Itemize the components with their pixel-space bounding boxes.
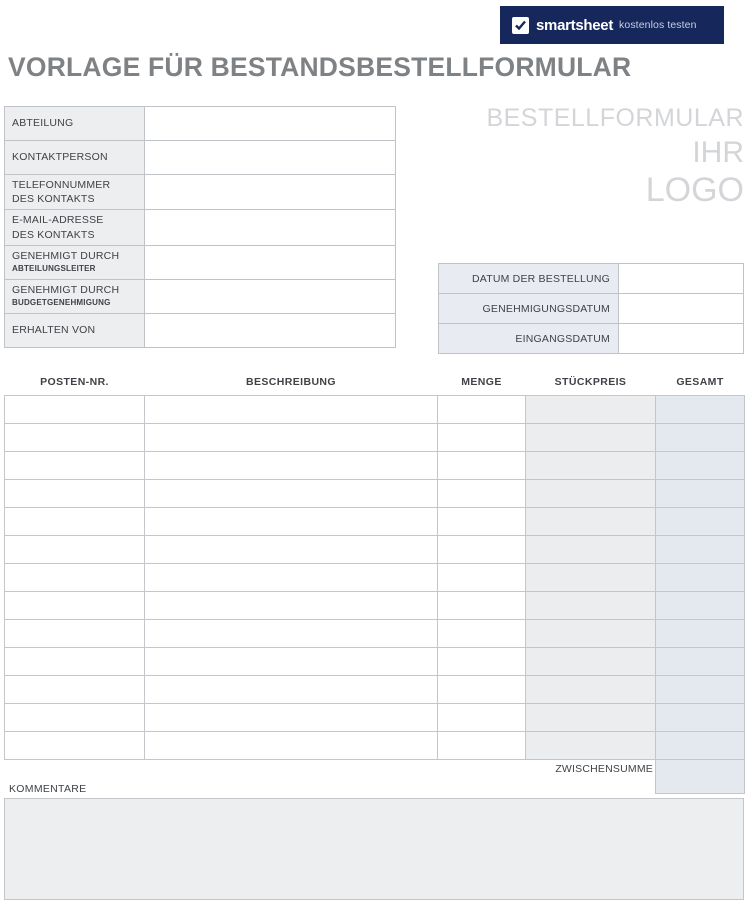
cell-menge[interactable]: [438, 396, 526, 424]
logo-placeholder-line2: IHR: [692, 136, 744, 170]
cell-gesamt[interactable]: [656, 536, 745, 564]
field-label-abteilung: ABTEILUNG: [5, 107, 145, 141]
table-row: [5, 480, 745, 508]
cell-beschreibung[interactable]: [145, 424, 438, 452]
cell-menge[interactable]: [438, 676, 526, 704]
field-value-erhalten-von[interactable]: [145, 313, 396, 347]
table-row: [5, 592, 745, 620]
cell-stueckpreis[interactable]: [526, 732, 656, 760]
cell-posten-nr[interactable]: [5, 620, 145, 648]
field-label-telefonnummer: TELEFONNUMMER DES KONTAKTS: [5, 175, 145, 210]
cell-stueckpreis[interactable]: [526, 620, 656, 648]
cell-menge[interactable]: [438, 564, 526, 592]
cell-menge[interactable]: [438, 732, 526, 760]
field-value-telefonnummer[interactable]: [145, 175, 396, 210]
field-value-genehmigt-budget[interactable]: [145, 279, 396, 313]
cell-stueckpreis[interactable]: [526, 452, 656, 480]
table-row: [5, 313, 396, 347]
cell-gesamt[interactable]: [656, 676, 745, 704]
subtotal-spacer-2: [145, 760, 438, 794]
table-row: [5, 452, 745, 480]
smartsheet-tagline: kostenlos testen: [619, 19, 697, 31]
field-label-erhalten-von: ERHALTEN VON: [5, 313, 145, 347]
smartsheet-logo-banner[interactable]: [500, 6, 724, 44]
field-label-email: E-MAIL-ADRESSE DES KONTAKTS: [5, 210, 145, 245]
field-value-eingangsdatum[interactable]: [619, 324, 744, 354]
cell-gesamt[interactable]: [656, 732, 745, 760]
cell-gesamt[interactable]: [656, 480, 745, 508]
column-header-posten-nr: POSTEN-NR.: [40, 376, 109, 388]
cell-menge[interactable]: [438, 480, 526, 508]
table-row: [5, 536, 745, 564]
cell-stueckpreis[interactable]: [526, 424, 656, 452]
cell-stueckpreis[interactable]: [526, 592, 656, 620]
order-items-table: [4, 375, 745, 794]
cell-stueckpreis[interactable]: [526, 480, 656, 508]
checkmark-icon: [512, 17, 529, 34]
cell-posten-nr[interactable]: [5, 424, 145, 452]
table-row: [5, 245, 396, 279]
table-row: [5, 648, 745, 676]
cell-gesamt[interactable]: [656, 620, 745, 648]
cell-beschreibung[interactable]: [145, 620, 438, 648]
cell-stueckpreis[interactable]: [526, 536, 656, 564]
cell-posten-nr[interactable]: [5, 676, 145, 704]
cell-gesamt[interactable]: [656, 424, 745, 452]
field-label-genehmigt-abteilungsleiter: GENEHMIGT DURCH ABTEILUNGSLEITER: [5, 245, 145, 279]
cell-posten-nr[interactable]: [5, 592, 145, 620]
field-value-kontaktperson[interactable]: [145, 141, 396, 175]
table-row: [5, 396, 745, 424]
cell-stueckpreis[interactable]: [526, 508, 656, 536]
table-row: [439, 324, 744, 354]
column-header-stueckpreis: STÜCKPREIS: [554, 376, 627, 388]
cell-beschreibung[interactable]: [145, 592, 438, 620]
contact-info-table: [4, 106, 396, 348]
field-value-genehmigungsdatum[interactable]: [619, 294, 744, 324]
cell-beschreibung[interactable]: [145, 648, 438, 676]
column-header-menge: MENGE: [461, 376, 502, 388]
table-row: [5, 107, 396, 141]
table-row: [5, 210, 396, 245]
cell-beschreibung[interactable]: [145, 508, 438, 536]
field-value-email[interactable]: [145, 210, 396, 245]
table-row: [5, 141, 396, 175]
logo-placeholder-line1: BESTELLFORMULAR: [486, 104, 744, 132]
cell-menge[interactable]: [438, 592, 526, 620]
table-row: [5, 732, 745, 760]
table-row: [5, 564, 745, 592]
cell-menge[interactable]: [438, 620, 526, 648]
cell-menge[interactable]: [438, 536, 526, 564]
cell-posten-nr[interactable]: [5, 396, 145, 424]
dates-table: [438, 263, 744, 354]
cell-menge[interactable]: [438, 424, 526, 452]
subtotal-value[interactable]: [656, 760, 745, 794]
page-title: VORLAGE FÜR BESTANDSBESTELLFORMULAR: [8, 52, 632, 82]
cell-stueckpreis[interactable]: [526, 648, 656, 676]
cell-posten-nr[interactable]: [5, 648, 145, 676]
table-row: [5, 508, 745, 536]
field-label-genehmigungsdatum: GENEHMIGUNGSDATUM: [439, 294, 619, 324]
field-label-eingangsdatum: EINGANGSDATUM: [439, 324, 619, 354]
cell-stueckpreis[interactable]: [526, 396, 656, 424]
comments-label: KOMMENTARE: [9, 783, 87, 795]
cell-posten-nr[interactable]: [5, 732, 145, 760]
cell-beschreibung[interactable]: [145, 732, 438, 760]
cell-posten-nr[interactable]: [5, 536, 145, 564]
smartsheet-wordmark: smartsheet: [536, 16, 614, 34]
cell-gesamt[interactable]: [656, 564, 745, 592]
column-header-beschreibung: BESCHREIBUNG: [246, 376, 336, 388]
cell-posten-nr[interactable]: [5, 480, 145, 508]
subtotal-row: [5, 760, 745, 794]
table-row: [5, 175, 396, 210]
cell-gesamt[interactable]: [656, 452, 745, 480]
cell-stueckpreis[interactable]: [526, 704, 656, 732]
cell-menge[interactable]: [438, 452, 526, 480]
subtotal-spacer-3: [438, 760, 526, 794]
table-row: [5, 620, 745, 648]
cell-posten-nr[interactable]: [5, 704, 145, 732]
field-value-abteilung[interactable]: [145, 107, 396, 141]
cell-beschreibung[interactable]: [145, 396, 438, 424]
cell-menge[interactable]: [438, 508, 526, 536]
cell-gesamt[interactable]: [656, 648, 745, 676]
cell-beschreibung[interactable]: [145, 452, 438, 480]
table-row: [5, 279, 396, 313]
table-row: [5, 424, 745, 452]
items-header-row: [5, 375, 745, 396]
table-row: [5, 676, 745, 704]
table-row: [5, 704, 745, 732]
cell-menge[interactable]: [438, 648, 526, 676]
field-value-bestelldatum[interactable]: [619, 264, 744, 294]
table-row: [439, 294, 744, 324]
cell-beschreibung[interactable]: [145, 704, 438, 732]
field-value-genehmigt-abteilungsleiter[interactable]: [145, 245, 396, 279]
cell-stueckpreis[interactable]: [526, 676, 656, 704]
field-label-kontaktperson: KONTAKTPERSON: [5, 141, 145, 175]
field-label-bestelldatum: DATUM DER BESTELLUNG: [439, 264, 619, 294]
cell-menge[interactable]: [438, 704, 526, 732]
column-header-gesamt: GESAMT: [676, 376, 724, 388]
logo-placeholder-line3: LOGO: [645, 170, 744, 209]
cell-gesamt[interactable]: [656, 396, 745, 424]
comments-input[interactable]: [4, 798, 744, 900]
field-label-genehmigt-budget: GENEHMIGT DURCH BUDGETGENEHMIGUNG: [5, 279, 145, 313]
cell-posten-nr[interactable]: [5, 508, 145, 536]
cell-gesamt[interactable]: [656, 508, 745, 536]
logo-placeholder: [430, 105, 744, 208]
subtotal-label: ZWISCHENSUMME: [555, 763, 653, 775]
cell-stueckpreis[interactable]: [526, 564, 656, 592]
cell-beschreibung[interactable]: [145, 676, 438, 704]
cell-posten-nr[interactable]: [5, 452, 145, 480]
cell-beschreibung[interactable]: [145, 564, 438, 592]
cell-posten-nr[interactable]: [5, 564, 145, 592]
cell-gesamt[interactable]: [656, 592, 745, 620]
cell-gesamt[interactable]: [656, 704, 745, 732]
table-row: [439, 264, 744, 294]
cell-beschreibung[interactable]: [145, 536, 438, 564]
cell-beschreibung[interactable]: [145, 480, 438, 508]
